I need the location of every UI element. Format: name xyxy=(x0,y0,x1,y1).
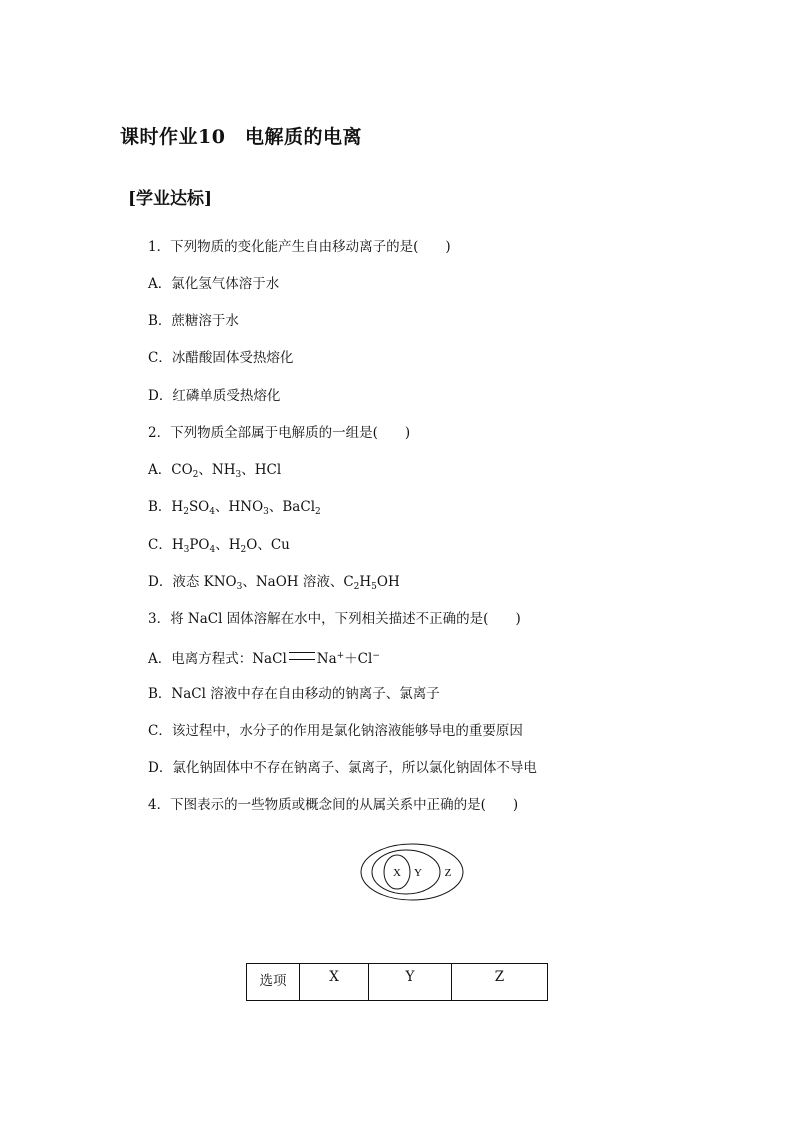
ellipse-y xyxy=(372,850,440,894)
options-table xyxy=(246,963,548,1001)
q3-option-a: A．电离方程式：NaCl Na+＋Cl− xyxy=(148,651,380,667)
q1-option-b: B．蔗糖溶于水 xyxy=(148,313,239,329)
table-header-row xyxy=(247,964,548,1001)
label-x: X xyxy=(393,867,401,879)
venn-diagram xyxy=(358,841,466,903)
section-heading: [学业达标] xyxy=(128,189,213,209)
q1-option-c: C．冰醋酸固体受热熔化 xyxy=(148,350,294,366)
q3-stem: 3．将 NaCl 固体溶解在水中，下列相关描述不正确的是( ) xyxy=(148,611,521,627)
header-z: Z xyxy=(452,964,548,1001)
q4-stem: 4．下图表示的一些物质或概念间的从属关系中正确的是( ) xyxy=(148,797,519,813)
q1-stem: 1．下列物质的变化能产生自由移动离子的是( ) xyxy=(148,239,451,255)
header-y: Y xyxy=(369,964,452,1001)
q2-option-b: B．$H_2SO_4$、$HNO_3$、BaCl$_2$ xyxy=(148,499,321,517)
label-z: Z xyxy=(444,867,452,879)
q2-option-c: C．$H_3PO_4$、$H_2O$、Cu xyxy=(148,537,290,555)
q1-option-d: D．红磷单质受热熔化 xyxy=(148,388,281,404)
header-option: 选项 xyxy=(247,964,300,1001)
q2-option-a: A．$CO_2$、$NH_3$、HCl xyxy=(148,462,282,480)
q1-option-a: A．氯化氢气体溶于水 xyxy=(148,276,280,292)
q3-option-b: B．NaCl 溶液中存在自由移动的钠离子、氯离子 xyxy=(148,686,440,702)
page-title: 课时作业10 电解质的电离 xyxy=(120,126,362,148)
q2-stem: 2．下列物质全部属于电解质的一组是( ) xyxy=(148,425,411,441)
label-y: Y xyxy=(414,867,422,879)
q3-option-d: D．氯化钠固体中不存在钠离子、氯离子，所以氯化钠固体不导电 xyxy=(148,760,537,776)
equals-sign xyxy=(289,652,315,660)
header-x: X xyxy=(300,964,369,1001)
q2-option-d: D．液态 $KNO_3$、NaOH 溶液、$C_2H_5OH$ xyxy=(148,574,400,592)
q3-option-c: C．该过程中，水分子的作用是氯化钠溶液能够导电的重要原因 xyxy=(148,723,523,739)
